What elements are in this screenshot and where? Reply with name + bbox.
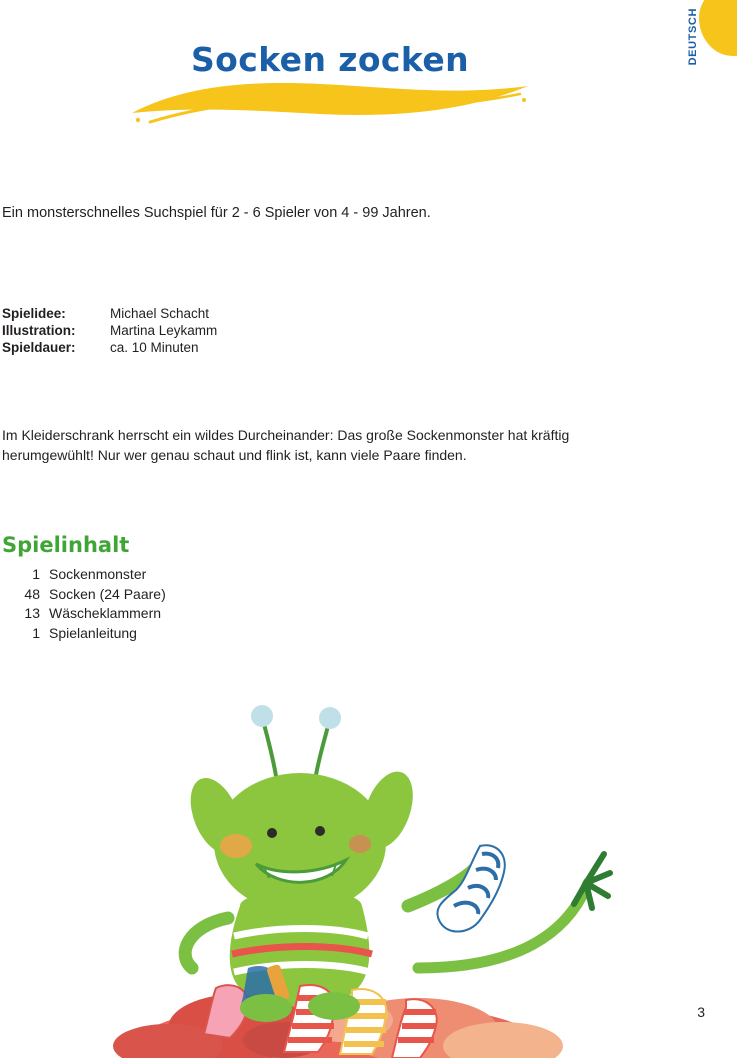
item-label: Wäscheklammern — [49, 605, 162, 621]
credits-key: Spieldauer: — [2, 340, 76, 355]
section-tab-label: DEUTSCH — [687, 8, 699, 66]
credits-key: Spielidee: — [2, 306, 66, 321]
credits-row — [2, 305, 502, 322]
item-quantity: 1 — [32, 624, 40, 641]
credits-value: ca. 10 Minuten — [110, 340, 199, 355]
tail-tuft — [574, 854, 610, 908]
item-quantity: 13 — [24, 605, 40, 621]
tab-blob-shape — [699, 0, 737, 56]
story-text: Im Kleiderschrank herrscht ein wildes Durcheinander: Das große Sockenmonster hat kräftig herumgewühlt! Nur wer genau schaut und flink ist, kann viele Paare finden. — [2, 427, 570, 463]
list-item — [2, 565, 166, 585]
item-label: Sockenmonster — [49, 566, 147, 582]
contents-heading: Spielinhalt — [2, 533, 130, 557]
credits-row — [2, 322, 502, 339]
credits-key: Illustration: — [2, 323, 76, 338]
contents-list — [2, 565, 166, 643]
credits-value: Martina Leykamm — [110, 323, 218, 338]
item-quantity: 48 — [24, 585, 40, 602]
item-label: Spielanleitung — [49, 624, 137, 641]
list-item — [2, 604, 166, 624]
credits-block — [2, 305, 502, 356]
swoosh-decoration — [120, 58, 540, 128]
page-number: 3 — [697, 1004, 705, 1020]
list-item — [2, 585, 166, 605]
item-label: Socken (24 Paare) — [49, 585, 166, 602]
intro-text: Ein monsterschnelles Suchspiel für 2 - 6 Spieler von 4 - 99 Jahren. — [2, 205, 431, 221]
credits-row — [2, 339, 502, 356]
section-tab — [685, 0, 737, 120]
credits-value: Michael Schacht — [110, 306, 210, 321]
list-item — [2, 624, 166, 644]
sock-monster-illustration — [88, 668, 648, 1058]
page-title: Socken zocken — [191, 40, 469, 79]
item-quantity: 1 — [32, 566, 40, 582]
